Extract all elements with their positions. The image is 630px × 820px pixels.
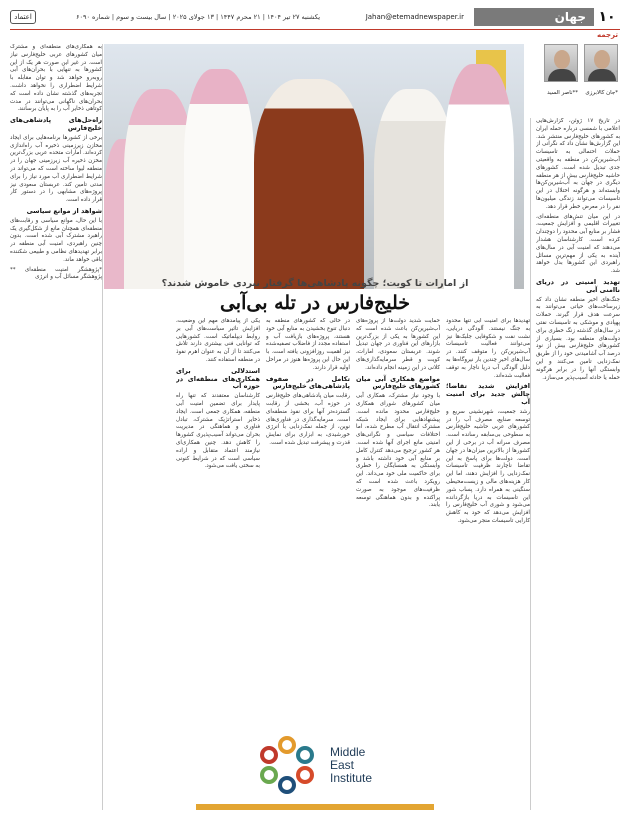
author-photo (584, 44, 618, 82)
paragraph: در تاریخ ۱۷ ژوئن، گزارش‌هایی اعلامی با شمسی درباره حمله ایران به کشورهای خلیج‌فارس منتشر شد. این گزارش‌ها نشان داد که نگرانی از حملات احتمالی به تاسیسات آب‌شیرین‌کن در منطقه به واقعیتی جدی تبدیل شده است. کشورهای حاشیه خلیج‌فارس بیش از هر منطقه دیگری در جهان به آب‌شیرین‌کن‌ها وابسته‌اند و هرگونه اختلال در این تاسیسات می‌تواند زندگی میلیون‌ها نفر را در معرض خطر قرار دهد. (536, 118, 620, 210)
subheading: تهدید امنیتی در دریای ناامنی آبی (536, 277, 620, 294)
column-divider (102, 44, 103, 810)
institute-emblem-icon (258, 736, 316, 794)
paragraph: حمایت شدید دولت‌ها از پروژه‌های آب‌شیرین‌کن باعث شده است که این کشورها به یکی از بزرگ‌ترین بازارهای این فناوری در جهان تبدیل شوند. عربستان سعودی، امارات، کویت و قطر سرمایه‌گذاری‌های کلانی در این زمینه انجام داده‌اند. (356, 318, 440, 371)
subheading: مواضع همکاری آبی میان کشورهای خلیج‌فارس (356, 374, 440, 391)
logo-accent-bar (196, 804, 434, 810)
subheading: تکامل در صفوف پادشاهی‌های خلیج‌فارس (266, 374, 350, 391)
newspaper-logo: اعتماد (10, 10, 36, 24)
article-column (176, 318, 260, 716)
paragraph: جنگ‌های اخیر منطقه نشان داد که زیرساخت‌های حیاتی می‌توانند به سرعت هدف قرار گیرند. حملات پهپادی و موشکی به تاسیسات نفتی در سال‌های گذشته زنگ خطری برای دولت‌های منطقه بود. بسیاری از کشورهای خلیج‌فارس بیش از نود درصد آب آشامیدنی خود را از طریق نمک‌زدایی تامین می‌کنند و این وابستگی آنها را در برابر هرگونه حمله یا حادثه آسیب‌پذیر می‌سازد. (536, 296, 620, 381)
section-email[interactable]: Jahan@etemadnewspaper.ir (365, 13, 464, 21)
translation-label: ترجمه (597, 31, 618, 39)
institute-logo (196, 720, 434, 810)
paragraph: تهدیدها برای امنیت آبی تنها محدود به جنگ نیستند. آلودگی دریایی، نشت نفت و شکوفایی جلبک‌ها نیز می‌توانند فعالیت تاسیسات آب‌شیرین‌کن را متوقف کنند. در سال‌های اخیر چندین بار نیروگاه‌ها به دلیل آلودگی آب دریا ناچار به توقف فعالیت شده‌اند. (446, 318, 530, 379)
paragraph: یکی از پیامدهای مهم این وضعیت، افزایش تاثیر سیاست‌های آبی بر روابط دیپلماتیک است. کشورهایی که توانایی فنی بیشتری دارند تلاش می‌کنند تا از آن به عنوان اهرم نفوذ در منطقه استفاده کنند. (176, 318, 260, 363)
paragraph: کارشناسان معتقدند که تنها راه پایدار برای تضمین امنیت آبی منطقه، همکاری جمعی است. ایجاد ذخایر استراتژیک مشترک، تبادل فناوری و هماهنگی در مدیریت بحران می‌تواند آسیب‌پذیری کشورها را کاهش دهد. چنین همکاری‌ای نیازمند اعتماد متقابل و اراده سیاسی است که در شرایط کنونی به سختی یافت می‌شود. (176, 393, 260, 470)
issue-dateline: یکشنبه ۲۷ تیر ۱۴۰۴ | ۲۱ محرم ۱۴۴۷ | ۱۳ جولای ۲۰۲۵ | سال بیست و سوم | شماره ۶۰۹۰ (76, 13, 321, 21)
author-name: ناصر السید** (547, 90, 578, 96)
paragraph: در این میان تنش‌های منطقه‌ای، تغییرات اقلیمی و افزایش جمعیت، فشار بر منابع آبی محدود را دوچندان کرده است. کارشناسان هشدار می‌دهند که امنیت آبی در سال‌های آینده به یکی از مهم‌ترین مسائل راهبردی این کشورها بدل خواهد شد. (536, 213, 620, 275)
article-column (266, 318, 350, 716)
article-column (446, 318, 530, 808)
article-column-right (536, 118, 620, 808)
article-headline: خلیج‌فارس در تله بی‌آبی (219, 292, 411, 314)
author-name: جان کالابرزی* (585, 90, 618, 96)
lead-photo (104, 44, 524, 289)
paragraph: به همکاری‌های منطقه‌ای و مشترک میان کشورهای عربی خلیج‌فارس نیاز است. در غیر این صورت هر یک از این کشورها به تنهایی با بحران‌های آبی روبه‌رو خواهد شد و توان مقابله با شرایط اضطراری را نخواهد داشت. تجربه‌های گذشته نشان داده است که بحران‌های ناگهانی می‌توانند در مدت کوتاهی ذخایر آب را به پایان برسانند. (10, 44, 102, 113)
author-footnote: *پژوهشگر امنیت منطقه‌ای ** پژوهشگر مسائل آب و انرژی (10, 266, 102, 281)
article-kicker: از امارات تا کویت؛ چگونه پادشاهی‌ها گرفتار نبردی خاموش شدند؟ (161, 278, 469, 289)
article-column-left (10, 44, 102, 804)
paragraph: با وجود نیاز مشترک، همکاری آبی میان کشورهای شورای همکاری خلیج‌فارس محدود مانده است. پیشنهادهایی برای ایجاد شبکه مشترک انتقال آب مطرح شده، اما اختلافات سیاسی و نگرانی‌های امنیتی مانع اجرای آنها شده است. هر کشور ترجیح می‌دهد کنترل کامل بر منابع آبی خود داشته باشد و وابستگی به همسایگان را خطری برای حاکمیت ملی خود می‌داند. این رویکرد باعث شده است که ظرفیت‌های موجود به صورت پراکنده و بدون هماهنگی توسعه یابند. (356, 393, 440, 509)
institute-wordmark: Middle East Institute (329, 744, 373, 785)
paragraph: در حالی که کشورهای منطقه به دنبال تنوع بخشیدن به منابع آبی خود هستند، پروژه‌های بازیافت آب و استفاده مجدد از فاضلاب تصفیه‌شده نیز اهمیت روزافزونی یافته است. با این حال این پروژه‌ها هنوز در مراحل اولیه قرار دارند. (266, 318, 350, 371)
page-header (10, 8, 620, 26)
subheading: راه‌حل‌های پادشاهی‌های خلیج‌فارس (10, 116, 102, 132)
author-block (542, 44, 620, 110)
subheading: استدلالی برای همکاری‌های منطقه‌ای در حوزه آب (176, 366, 260, 391)
author-photo (544, 44, 578, 82)
header-rule (10, 29, 620, 30)
subheading: افزایش شدید تقاضا؛ چالش جدید برای امنیت آب (446, 382, 530, 406)
page-number: ۱۰ (594, 8, 620, 26)
paragraph: رشد جمعیت، شهرنشینی سریع و توسعه صنایع، مصرف آب را در کشورهای عربی حاشیه خلیج‌فارس به سطوحی بی‌سابقه رسانده است. مصرف سرانه آب در برخی از این کشورها از بالاترین میزان‌ها در جهان است. دولت‌ها برای پاسخ به این تقاضا ناچارند ظرفیت تاسیسات نمک‌زدایی را افزایش دهند، اما این کار هزینه‌های مالی و زیست‌محیطی سنگینی به همراه دارد. پساب شور این تاسیسات به دریا بازگردانده می‌شود و شوری آب خلیج‌فارس را افزایش می‌دهد که خود به کاهش کارایی تاسیسات منجر می‌شود. (446, 408, 530, 524)
paragraph: رقابت میان پادشاهی‌های خلیج‌فارس در حوزه آب، بخشی از رقابت گسترده‌تر آنها برای نفوذ منطقه‌ای است. سرمایه‌گذاری در فناوری‌های نوین، از جمله نمک‌زدایی با انرژی خورشیدی، به ابزاری برای نمایش قدرت و پیشرفت تبدیل شده است. (266, 393, 350, 446)
column-divider (530, 118, 531, 810)
section-title: جهان (474, 8, 594, 26)
subheading: شواهد از موانع سیاسی (26, 206, 102, 215)
paragraph: با این حال، موانع سیاسی و رقابت‌های منطقه‌ای همچنان مانع از شکل‌گیری یک راهبرد مشترک آبی شده است. بدون چنین راهبردی، امنیت آبی منطقه در برابر تهدیدهای نظامی و طبیعی شکننده باقی خواهد ماند. (10, 217, 102, 263)
paragraph: برخی از کشورها برنامه‌هایی برای ایجاد مخازن زیرزمینی ذخیره آب راه‌اندازی کرده‌اند. امارات متحده عربی بزرگ‌ترین مخزن ذخیره آب زیرزمینی جهان را در منطقه لیوا ساخته است که می‌تواند در شرایط اضطراری آب مورد نیاز را برای مدتی تامین کند. عربستان سعودی نیز پروژه‌های مشابهی را در دستور کار قرار داده است. (10, 134, 102, 204)
